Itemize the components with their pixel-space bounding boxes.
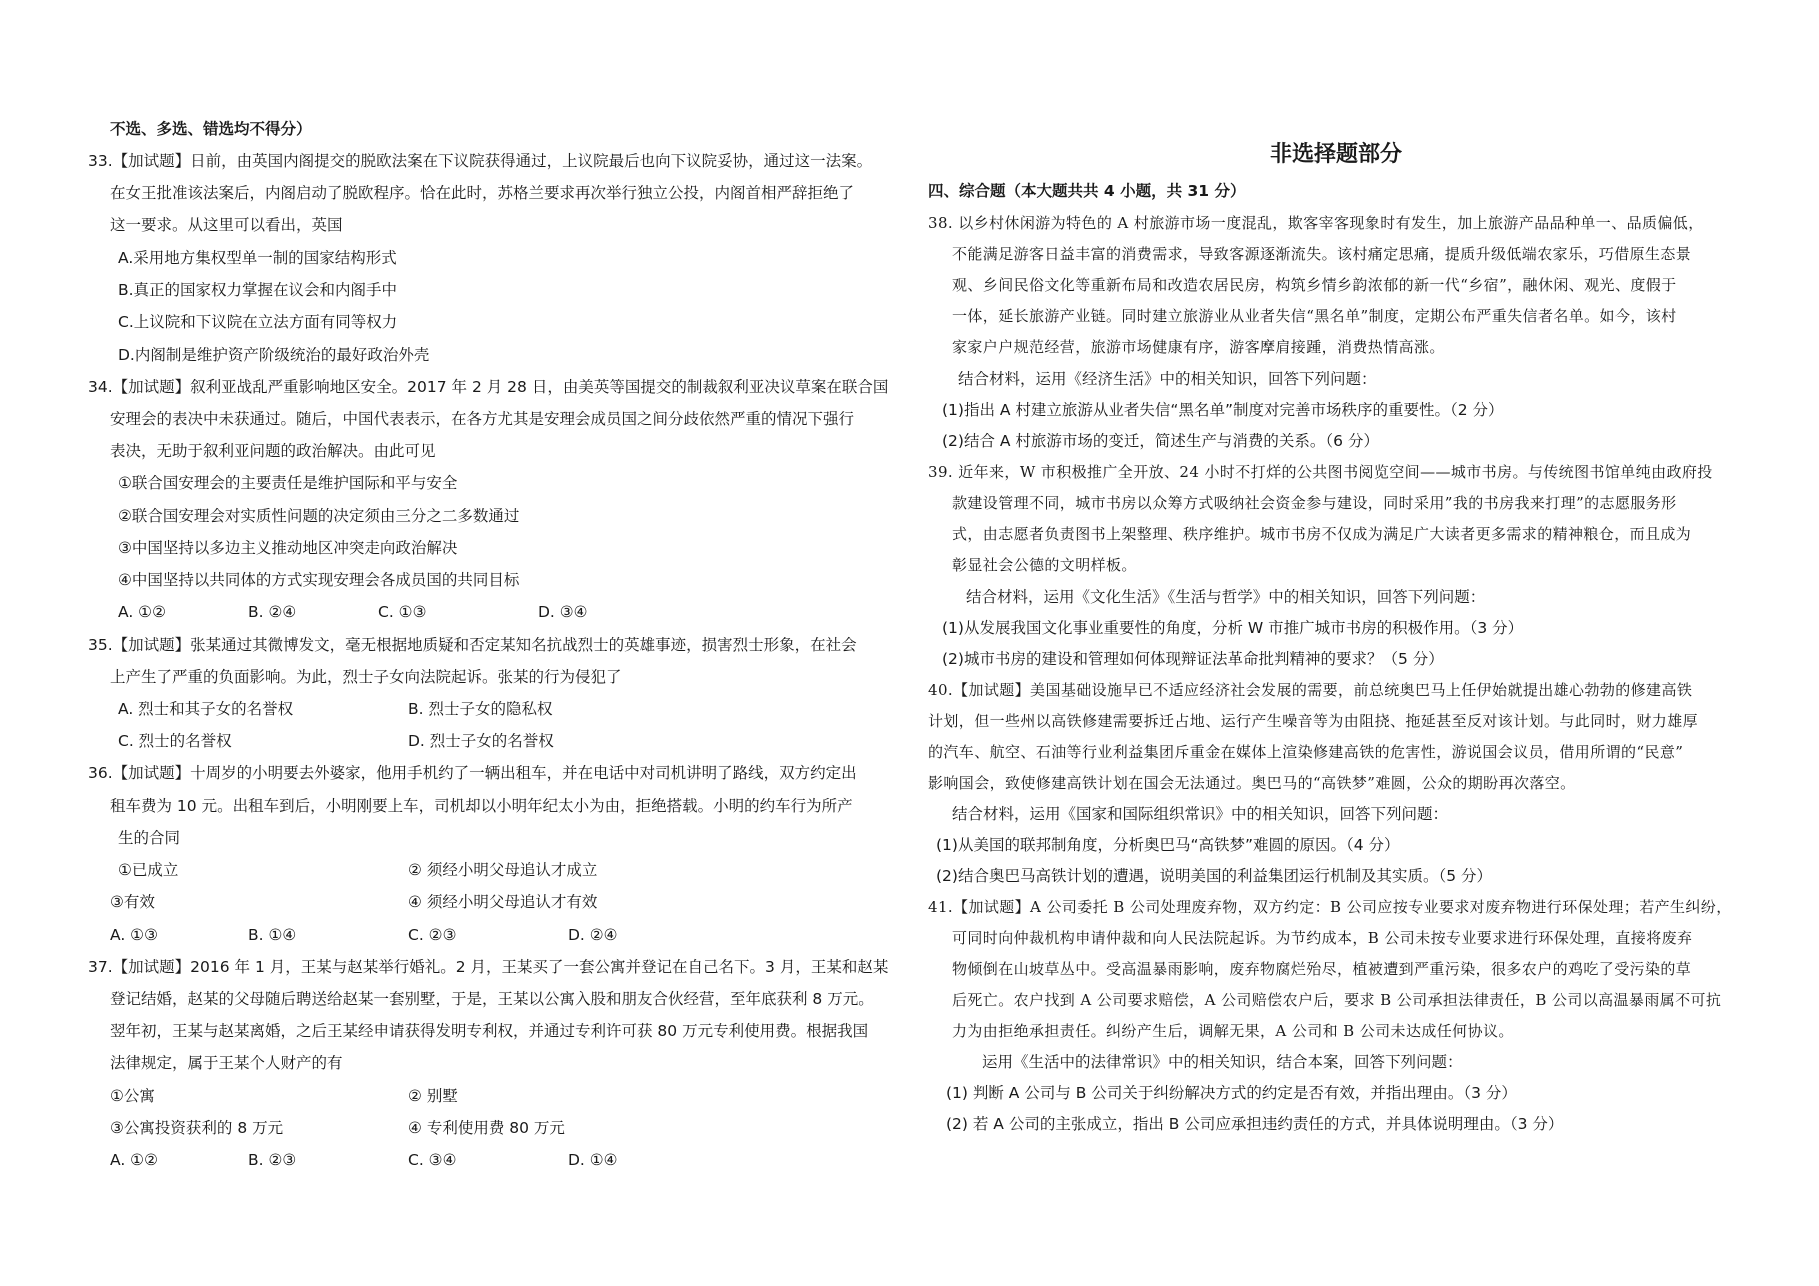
q34-item-4: ④中国坚持以共同体的方式实现安理会各成员国的共同目标: [118, 571, 520, 589]
q35-stem-line: 上产生了严重的负面影响。为此，烈士子女向法院起诉。张某的行为侵犯了: [110, 668, 622, 686]
q41-material-line: 41.【加试题】A 公司委托 B 公司处理废弃物，双方约定：B 公司应按专业要求对废弃物进行环保处理；若产生纠纷，: [928, 898, 1732, 916]
q34-choice-a: A. ①②: [118, 603, 166, 621]
q36-stem-line: 生的合同: [118, 829, 181, 847]
q37-choice-a: A. ①②: [110, 1151, 158, 1169]
q36-item-3: ③有效: [110, 893, 155, 911]
q35-option-a: A. 烈士和其子女的名誉权: [118, 700, 294, 718]
q40-material-line: 的汽车、航空、石油等行业利益集团斥重金在媒体上渲染修建高铁的危害性，游说国会议员，借用所谓的“民意”: [928, 743, 1684, 761]
q39-material-line: 39. 近年来，W 市积极推广全开放、24 小时不打烊的公共图书阅览空间——城市书房。与传统图书馆单纯由政府投: [928, 463, 1713, 481]
q41-sub-2: (2) 若 A 公司的主张成立，指出 B 公司应承担违约责任的方式，并具体说明理由。（3 分）: [946, 1115, 1564, 1133]
q38-material-line: 观、乡间民俗文化等重新布局和改造农居民房，构筑乡情乡韵浓郁的新一代“乡宿”，融休闲、观光、度假于: [952, 276, 1677, 294]
q35-stem-line: 35.【加试题】张某通过其微博发文，毫无根据地质疑和否定某知名抗战烈士的英雄事迹，损害烈士形象，在社会: [88, 636, 857, 654]
q41-sub-1: (1) 判断 A 公司与 B 公司关于纠纷解决方式的约定是否有效，并指出理由。（3 分）: [946, 1084, 1517, 1102]
q37-item-2: ② 别墅: [408, 1087, 458, 1105]
q39-material-line: 款建设管理不同，城市书房以众筹方式吸纳社会资金参与建设，同时采用”我的书房我来打理”的志愿服务形: [952, 494, 1677, 512]
q40-sub-1: (1)从美国的联邦制角度，分析奥巴马“高铁梦”难圆的原因。（4 分）: [936, 836, 1400, 854]
q39-material-line: 式，由志愿者负责图书上架整理、秩序维护。城市书房不仅成为满足广大读者更多需求的精神粮仓，而且成为: [952, 525, 1692, 543]
q38-material-line: 不能满足游客日益丰富的消费需求，导致客源逐渐流失。该村痛定思痛，提质升级低端农家乐，巧借原生态景: [952, 245, 1692, 263]
section-heading: 四、综合题（本大题共共 4 小题，共 31 分）: [928, 182, 1246, 200]
q37-choice-d: D. ①④: [568, 1151, 618, 1169]
header-note: 不选、多选、错选均不得分）: [110, 120, 312, 138]
q36-choice-c: C. ②③: [408, 926, 457, 944]
q36-choice-d: D. ②④: [568, 926, 618, 944]
q33-option-b: B.真正的国家权力掌握在议会和内阁手中: [118, 281, 398, 299]
q37-item-3: ③公寓投资获利的 8 万元: [110, 1119, 284, 1137]
q36-choice-a: A. ①③: [110, 926, 158, 944]
q34-stem-line: 安理会的表决中未获通过。随后，中国代表表示，在各方尤其是安理会成员国之间分歧依然严重的情况下强行: [110, 410, 855, 428]
q38-material-line: 家家户户规范经营，旅游市场健康有序，游客摩肩接踵，消费热情高涨。: [952, 338, 1445, 356]
q37-item-4: ④ 专利使用费 80 万元: [408, 1119, 565, 1137]
q34-choice-c: C. ①③: [378, 603, 427, 621]
q37-stem-line: 翌年初，王某与赵某离婚，之后王某经申请获得发明专利权，并通过专利许可获 80 万元专利使用费。根据我国: [110, 1022, 869, 1040]
q37-stem-line: 37.【加试题】2016 年 1 月，王某与赵某举行婚礼。2 月，王某买了一套公寓并登记在自己名下。3 月，王某和赵某: [88, 958, 889, 976]
q36-choice-b: B. ①④: [248, 926, 297, 944]
q39-prompt: 结合材料，运用《文化生活》《生活与哲学》中的相关知识，回答下列问题：: [966, 588, 1486, 606]
q39-sub-2: (2)城市书房的建设和管理如何体现辩证法革命批判精神的要求？（5 分）: [942, 650, 1444, 668]
q40-material-line: 影响国会，致使修建高铁计划在国会无法通过。奥巴马的“高铁梦”难圆，公众的期盼再次落空。: [928, 774, 1576, 792]
q36-stem-line: 租车费为 10 元。出租车到后，小明刚要上车，司机却以小明年纪太小为由，拒绝搭载。小明的约车行为所产: [110, 797, 853, 815]
q33-option-c: C.上议院和下议院在立法方面有同等权力: [118, 313, 398, 331]
q35-option-b: B. 烈士子女的隐私权: [408, 700, 553, 718]
q40-material-line: 40.【加试题】美国基础设施早已不适应经济社会发展的需要，前总统奥巴马上任伊始就提出雄心勃勃的修建高铁: [928, 681, 1693, 699]
q34-item-1: ①联合国安理会的主要责任是维护国际和平与安全: [118, 474, 458, 492]
q36-item-2: ② 须经小明父母追认才成立: [408, 861, 598, 879]
q40-material-line: 计划，但一些州以高铁修建需要拆迁占地、运行产生噪音等为由阻挠、拖延甚至反对该计划。与此同时，财力雄厚: [928, 712, 1699, 730]
q33-stem-line: 33.【加试题】日前，由英国内阁提交的脱欧法案在下议院获得通过，上议院最后也向下议院妥协，通过这一法案。: [88, 152, 873, 170]
q35-option-c: C. 烈士的名誉权: [118, 732, 232, 750]
q38-material-line: 一体，延长旅游产业链。同时建立旅游业从业者失信“黑名单”制度，定期公布严重失信者名单。如今，该村: [952, 307, 1677, 325]
q38-sub-2: (2)结合 A 村旅游市场的变迁，简述生产与消费的关系。（6 分）: [942, 432, 1379, 450]
q41-material-line: 后死亡。农户找到 A 公司要求赔偿，A 公司赔偿农户后，要求 B 公司承担法律责任，B 公司以高温暴雨属不可抗: [952, 991, 1722, 1009]
q37-choice-b: B. ②③: [248, 1151, 297, 1169]
q40-sub-2: (2)结合奥巴马高铁计划的遭遇，说明美国的利益集团运行机制及其实质。（5 分）: [936, 867, 1492, 885]
q36-item-4: ④ 须经小明父母追认才有效: [408, 893, 598, 911]
q37-item-1: ①公寓: [110, 1087, 155, 1105]
q36-item-1: ①已成立: [118, 861, 179, 879]
q36-stem-line: 36.【加试题】十周岁的小明要去外婆家，他用手机约了一辆出租车，并在电话中对司机讲明了路线，双方约定出: [88, 764, 857, 782]
q34-item-2: ②联合国安理会对实质性问题的决定须由三分之二多数通过: [118, 507, 520, 525]
q38-prompt: 结合材料，运用《经济生活》中的相关知识，回答下列问题：: [958, 370, 1377, 388]
q33-option-d: D.内阁制是维护资产阶级统治的最好政治外壳: [118, 346, 430, 364]
q35-option-d: D. 烈士子女的名誉权: [408, 732, 554, 750]
q34-choice-b: B. ②④: [248, 603, 297, 621]
q34-choice-d: D. ③④: [538, 603, 588, 621]
q37-choice-c: C. ③④: [408, 1151, 457, 1169]
q33-stem-line: 在女王批准该法案后，内阁启动了脱欧程序。恰在此时，苏格兰要求再次举行独立公投，内阁首相严辞拒绝了: [110, 184, 855, 202]
q38-material-line: 38. 以乡村休闲游为特色的 A 村旅游市场一度混乱，欺客宰客现象时有发生，加上旅游产品品种单一、品质偏低，: [928, 214, 1704, 232]
q34-stem-line: 34.【加试题】叙利亚战乱严重影响地区安全。2017 年 2 月 28 日，由美英等国提交的制裁叙利亚决议草案在联合国: [88, 378, 889, 396]
q39-sub-1: (1)从发展我国文化事业重要性的角度，分析 W 市推广城市书房的积极作用。（3 分）: [942, 619, 1524, 637]
q41-material-line: 物倾倒在山坡草丛中。受高温暴雨影响，废弃物腐烂殆尽，植被遭到严重污染，很多农户的鸡吃了受污染的草: [952, 960, 1692, 978]
q34-stem-line: 表决，无助于叙利亚问题的政治解决。由此可见: [110, 442, 436, 460]
q37-stem-line: 法律规定，属于王某个人财产的有: [110, 1054, 343, 1072]
q34-item-3: ③中国坚持以多边主义推动地区冲突走向政治解决: [118, 539, 458, 557]
q38-sub-1: (1)指出 A 村建立旅游从业者失信“黑名单”制度对完善市场秩序的重要性。（2 分）: [942, 401, 1504, 419]
q41-material-line: 可同时向仲裁机构申请仲裁和向人民法院起诉。为节约成本，B 公司未按专业要求进行环保处理，直接将废弃: [952, 929, 1693, 947]
section-title: 非选择题部分: [1270, 142, 1403, 167]
q40-prompt: 结合材料，运用《国家和国际组织常识》中的相关知识，回答下列问题：: [952, 805, 1449, 823]
q41-prompt: 运用《生活中的法律常识》中的相关知识，结合本案，回答下列问题：: [982, 1053, 1463, 1071]
q33-stem-line: 这一要求。从这里可以看出，英国: [110, 216, 343, 234]
q37-stem-line: 登记结婚，赵某的父母随后聘送给赵某一套别墅，于是，王某以公寓入股和朋友合伙经营，至年底获利 8 万元。: [110, 990, 874, 1008]
q41-material-line: 力为由拒绝承担责任。纠纷产生后，调解无果，A 公司和 B 公司未达成任何协议。: [952, 1022, 1514, 1040]
q39-material-line: 彰显社会公德的文明样板。: [952, 556, 1137, 574]
q33-option-a: A.采用地方集权型单一制的国家结构形式: [118, 249, 397, 267]
